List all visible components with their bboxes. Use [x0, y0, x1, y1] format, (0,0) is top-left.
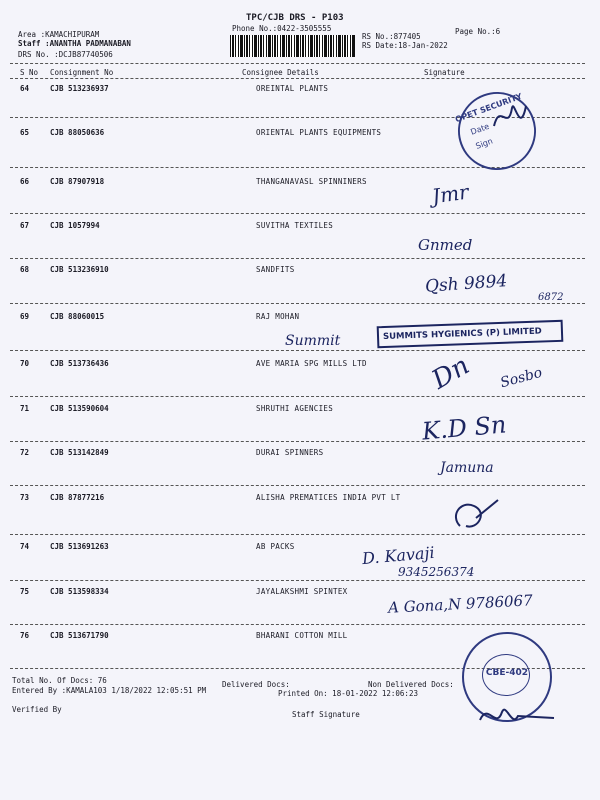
row-consignment: CJB 513691263	[50, 542, 109, 551]
phone-74: 9345256374	[398, 565, 475, 579]
page-number: Page No.:6	[455, 27, 501, 36]
row-sno: 72	[20, 448, 30, 457]
row-sno: 67	[20, 221, 30, 230]
table-row	[0, 542, 600, 562]
signature-71: K.D Sn	[420, 410, 508, 446]
row-consignment: CJB 513236937	[50, 84, 109, 93]
table-row	[0, 404, 600, 424]
row-consignee: SANDFITS	[256, 265, 295, 274]
page-title: TPC/CJB DRS - P103	[246, 13, 344, 23]
verified-by: Verified By	[12, 705, 62, 714]
row-consignee: BHARANI COTTON MILL	[256, 631, 348, 640]
table-row	[0, 177, 600, 197]
rs-number: RS No.:877405	[362, 32, 421, 41]
row-consignment: CJB 88050636	[50, 128, 105, 137]
non-delivered-docs: Non Delivered Docs:	[368, 680, 454, 689]
seal-code: CBE-402	[485, 668, 529, 678]
drs-number: DRS No. :DCJB87740506	[18, 50, 113, 59]
column-header-consignee: Consignee Details	[242, 68, 319, 77]
signature-73	[448, 496, 508, 536]
row-sno: 74	[20, 542, 30, 551]
row-consignment: CJB 87907918	[50, 177, 105, 186]
row-sno: 65	[20, 128, 30, 137]
area-label: Area :KAMACHIPURAM	[18, 30, 100, 39]
signature-75: A Gona,N 9786067	[387, 591, 534, 617]
row-consignee: AB PACKS	[256, 542, 295, 551]
seal-sign-label: Sign	[474, 136, 495, 151]
column-header-consignment: Consignment No	[50, 68, 114, 77]
row-consignment: CJB 513142849	[50, 448, 109, 457]
entered-by: Entered By :KAMALA103 1/18/2022 12:05:51 PM	[12, 686, 207, 695]
row-consignee: DURAI SPINNERS	[256, 448, 324, 457]
phone-68: 6872	[538, 292, 564, 303]
total-docs: Total No. Of Docs: 76	[12, 676, 107, 685]
seal-signature	[490, 96, 530, 140]
signature-70: Dn	[427, 350, 475, 396]
row-consignment: CJB 1057994	[50, 221, 100, 230]
row-consignment: CJB 513598334	[50, 587, 109, 596]
signature-69: Summit	[285, 333, 341, 349]
delivered-docs: Delivered Docs:	[222, 680, 290, 689]
row-consignee: SUVITHA TEXTILES	[256, 221, 334, 230]
staff-signature	[478, 700, 558, 730]
row-sno: 69	[20, 312, 30, 321]
signature-70-b: Sosbo	[498, 364, 544, 392]
row-sno: 73	[20, 493, 30, 502]
row-consignment: CJB 513590604	[50, 404, 109, 413]
signature-67: Gnmed	[418, 236, 473, 254]
row-consignment: CJB 513671790	[50, 631, 109, 640]
column-header-sno: S No	[20, 68, 39, 77]
phone-number: Phone No.:0422-3505555	[232, 24, 332, 33]
row-consignee: SHRUTHI AGENCIES	[256, 404, 334, 413]
row-sno: 71	[20, 404, 30, 413]
row-sno: 64	[20, 84, 30, 93]
row-consignee: OREINTAL PLANTS	[256, 84, 329, 93]
seal-date-label: Date	[469, 121, 491, 137]
signature-66: Jmr	[430, 179, 471, 209]
row-sno: 66	[20, 177, 30, 186]
summits-stamp: SUMMITS HYGIENICS (P) LIMITED	[377, 320, 564, 348]
table-row	[0, 221, 600, 241]
staff-label: Staff :ANANTHA PADMANABAN	[18, 39, 131, 48]
row-sno: 70	[20, 359, 30, 368]
signature-68: Qsh 9894	[424, 271, 508, 297]
staff-signature-label: Staff Signature	[292, 710, 360, 719]
row-consignment: CJB 513736436	[50, 359, 109, 368]
row-sno: 75	[20, 587, 30, 596]
table-row	[0, 265, 600, 285]
row-consignee: THANGANAVASL SPINNINERS	[256, 177, 367, 186]
rs-date: RS Date:18-Jan-2022	[362, 41, 448, 50]
row-consignment: CJB 87877216	[50, 493, 105, 502]
row-consignee: AVE MARIA SPG MILLS LTD	[256, 359, 367, 368]
signature-74: D. Kavaji	[361, 542, 436, 569]
barcode	[230, 35, 355, 57]
row-sno: 76	[20, 631, 30, 640]
row-consignee: RAJ MOHAN	[256, 312, 300, 321]
signature-72: Jamuna	[440, 460, 494, 476]
row-consignee: ALISHA PREMATICES INDIA PVT LT	[256, 493, 401, 502]
seal-title: OPET SECURITY	[454, 91, 524, 125]
printed-on: Printed On: 18-01-2022 12:06:23	[278, 689, 418, 698]
row-consignment: CJB 513236910	[50, 265, 109, 274]
row-sno: 68	[20, 265, 30, 274]
row-consignment: CJB 88060015	[50, 312, 105, 321]
row-consignee: JAYALAKSHMI SPINTEX	[256, 587, 348, 596]
table-row	[0, 493, 600, 513]
table-row	[0, 448, 600, 468]
column-header-signature: Signature	[424, 68, 465, 77]
row-consignee: ORIENTAL PLANTS EQUIPMENTS	[256, 128, 382, 137]
